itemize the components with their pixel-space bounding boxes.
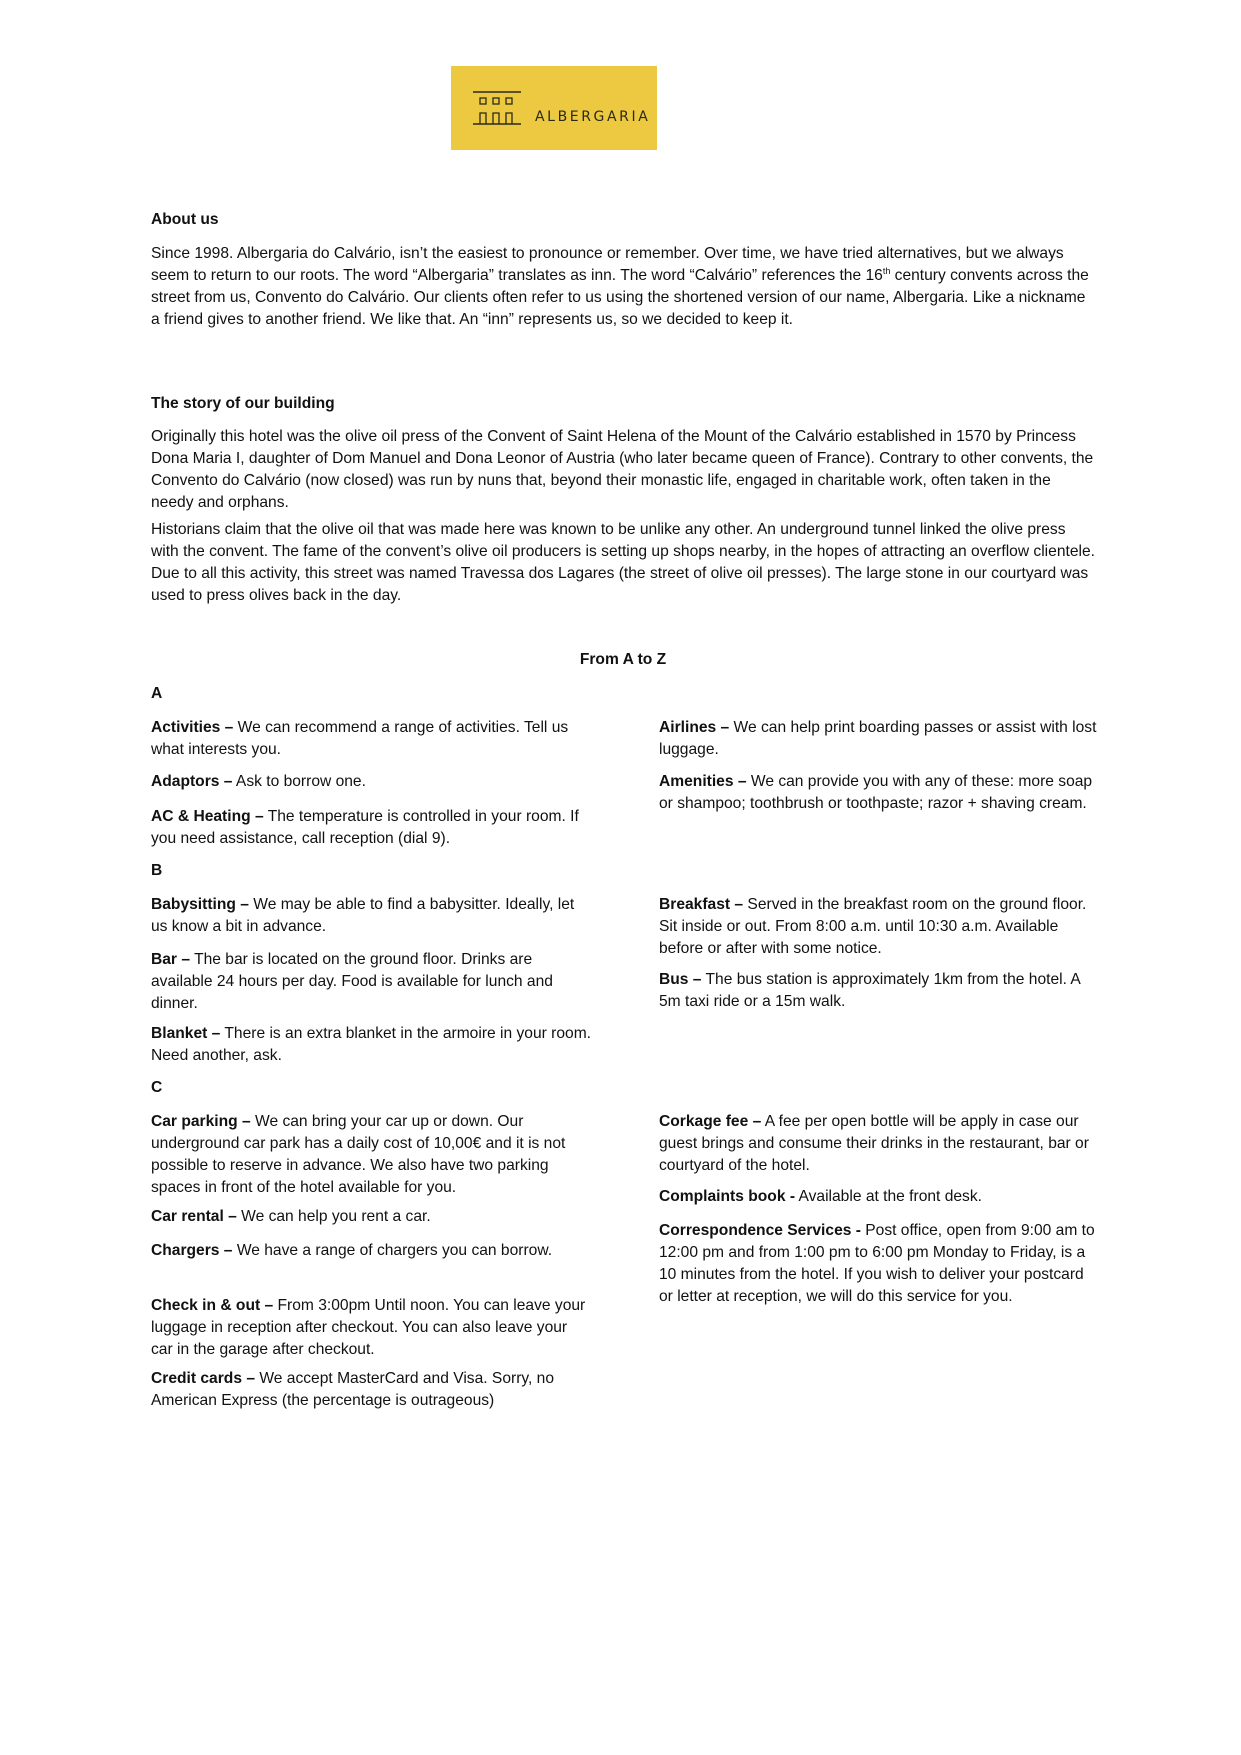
entry-term: Credit cards – (151, 1370, 256, 1387)
brand-name: ALBERGARIA (535, 109, 651, 125)
entry-activities (151, 717, 591, 761)
about-text-1: Since 1998. Albergaria do Calvário, isn’t the easiest to pronounce or remember. Over time, we have tried alternatives, but we always seem to return to our roots. The word “Albergaria” translates as inn. The word “Calvário” references the 16 (151, 245, 1064, 284)
entry-term: Bus – (659, 971, 702, 988)
about-superscript: th (882, 266, 891, 276)
albergaria-logo (451, 66, 657, 150)
entry-text: Available at the front desk. (795, 1188, 982, 1205)
entry-text: We can help print boarding passes or assist with lost luggage. (659, 719, 1097, 758)
entry-text: We can provide you with any of these: more soap or shampoo; toothbrush or toothpaste; razor + shaving cream. (659, 773, 1093, 812)
entry-term: Check in & out – (151, 1297, 274, 1314)
entry-bus (659, 969, 1099, 1013)
entry-term: Car rental – (151, 1208, 237, 1225)
entry-text: The temperature is controlled in your room. If you need assistance, call reception (dial 9). (151, 808, 579, 847)
entry-term: Corkage fee – (659, 1113, 762, 1130)
entry-term: Breakfast – (659, 896, 744, 913)
entry-text: Ask to borrow one. (232, 773, 366, 790)
entry-term: Chargers – (151, 1242, 233, 1259)
entry-text: Post office, open from 9:00 am to 12:00 pm and from 1:00 pm to 6:00 pm Monday to Friday, is a 10 minutes from the hotel. If you wish to deliver your postcard or letter at reception, we will do this service for you. (659, 1222, 1095, 1305)
entry-term: Car parking – (151, 1113, 251, 1130)
entry-airlines (659, 717, 1099, 761)
about-paragraph (151, 243, 1095, 331)
section-letter-b: B (151, 862, 163, 879)
entry-text: Served in the breakfast room on the ground floor. Sit inside or out. From 8:00 a.m. until 10:30 a.m. Available before or after with some notice. (659, 896, 1087, 957)
entry-term: Blanket – (151, 1025, 221, 1042)
entry-term: Airlines – (659, 719, 730, 736)
entry-chargers (151, 1240, 591, 1262)
entry-term: Activities – (151, 719, 234, 736)
entry-text: We can bring your car up or down. Our underground car park has a daily cost of 10,00€ and it is not possible to reserve in advance. We also have two parking spaces in front of the hotel available for you. (151, 1113, 566, 1196)
entry-term: Bar – (151, 951, 191, 968)
entry-correspondence-services (659, 1220, 1099, 1308)
story-paragraph-1: Originally this hotel was the olive oil press of the Convent of Saint Helena of the Mount of the Calvário established in 1570 by Princess Dona Maria I, daughter of Dom Manuel and Dona Leonor of Austria (who later became queen of France). Contrary to other convents, the Convento do Calvário (now closed) was run by nuns that, beyond their monastic life, engaged in charitable work, often taken in the needy and orphans. (151, 428, 1094, 511)
entry-term: Amenities – (659, 773, 747, 790)
entry-term: Babysitting – (151, 896, 249, 913)
entry-term: Complaints book - (659, 1188, 796, 1205)
entry-adaptors (151, 771, 591, 793)
story-heading: The story of our building (151, 395, 335, 412)
entry-breakfast (659, 894, 1099, 960)
about-heading: About us (151, 211, 219, 228)
story-paragraph-2: Historians claim that the olive oil that was made here was known to be unlike any other. An underground tunnel linked the olive press with the convent. The fame of the convent’s olive oil producers is setting up shops nearby, in the hopes of attracting an overflow clientele. Due to all this activity, this street was named Travessa dos Lagares (the street of olive oil presses). The large stone in our courtyard was used to press olives back in the day. (151, 521, 1095, 604)
entry-text: A fee per open bottle will be apply in case our guest brings and consume their drinks in the restaurant, bar or courtyard of the hotel. (659, 1113, 1089, 1174)
section-letter-c: C (151, 1079, 163, 1096)
entry-ac-heating (151, 806, 591, 850)
building-icon (472, 91, 522, 127)
entry-text: From 3:00pm Until noon. You can leave your luggage in reception after checkout. You can also leave your car in the garage after checkout. (151, 1297, 586, 1358)
entry-car-parking (151, 1111, 591, 1199)
about-text-2: century convents across the street from us, Convento do Calvário. Our clients often refer to us using the shortened version of our name, Albergaria. Like a nickname a friend gives to another friend. We like that. An “inn” represents us, so we decided to keep it. (151, 267, 1089, 328)
entry-text: We accept MasterCard and Visa. Sorry, no American Express (the percentage is outrageous) (151, 1370, 555, 1409)
entry-term: Adaptors – (151, 773, 233, 790)
entry-text: We may be able to find a babysitter. Ideally, let us know a bit in advance. (151, 896, 575, 935)
entry-amenities (659, 771, 1099, 815)
entry-corkage-fee (659, 1111, 1099, 1177)
entry-bar (151, 949, 591, 1015)
entry-complaints-book (659, 1186, 1099, 1208)
entry-credit-cards (151, 1368, 591, 1412)
section-letter-a: A (151, 685, 163, 702)
entry-text: There is an extra blanket in the armoire in your room. Need another, ask. (151, 1025, 592, 1064)
entry-text: We can help you rent a car. (236, 1208, 431, 1225)
entry-car-rental (151, 1206, 591, 1228)
entry-check-in-out (151, 1295, 591, 1361)
entry-text: We can recommend a range of activities. Tell us what interests you. (151, 719, 569, 758)
entry-term: Correspondence Services - (659, 1222, 861, 1239)
entry-babysitting (151, 894, 591, 938)
entry-term: AC & Heating – (151, 808, 264, 825)
a-to-z-title: From A to Z (579, 651, 667, 668)
entry-text: We have a range of chargers you can borrow. (232, 1242, 553, 1259)
entry-blanket (151, 1023, 591, 1067)
entry-text: The bus station is approximately 1km from the hotel. A 5m taxi ride or a 15m walk. (659, 971, 1080, 1010)
entry-text: The bar is located on the ground floor. Drinks are available 24 hours per day. Food is available for lunch and dinner. (151, 951, 553, 1012)
